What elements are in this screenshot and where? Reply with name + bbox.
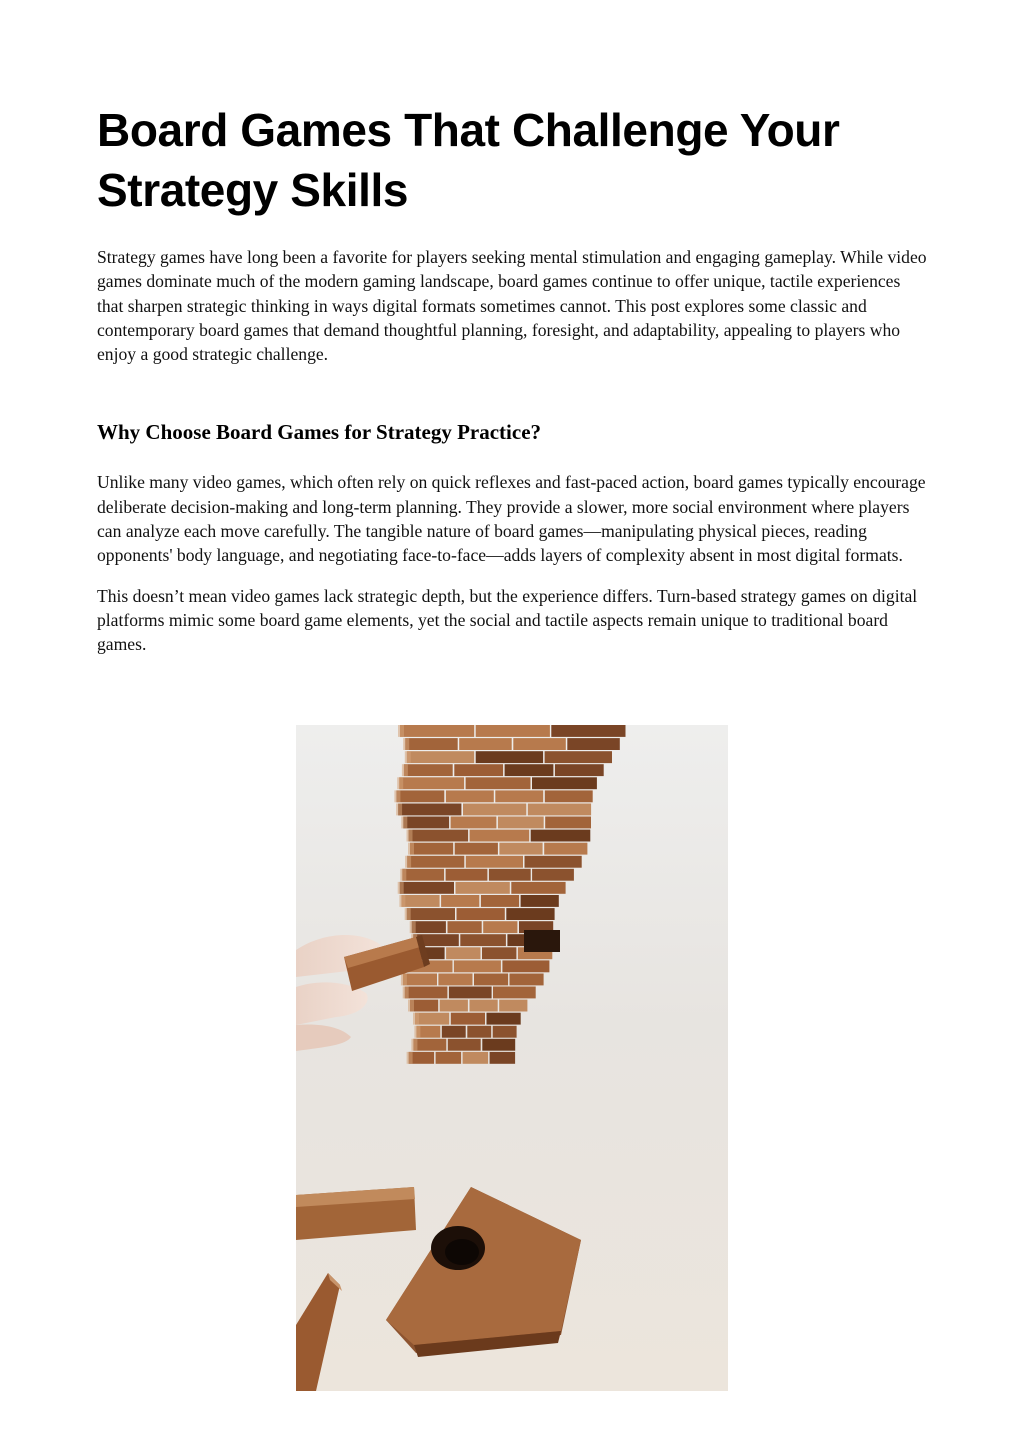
tower-block: [413, 1039, 446, 1051]
tower-block: [441, 895, 479, 907]
tower-block: [463, 804, 526, 816]
tower-block: [442, 1026, 466, 1038]
tower-block: [403, 974, 437, 986]
tower-block: [400, 725, 474, 737]
tower-block: [399, 777, 464, 789]
tower-block: [489, 869, 531, 881]
tower-block: [400, 882, 454, 894]
tower-block: [438, 974, 472, 986]
tower-block: [482, 947, 516, 959]
tower-block: [476, 751, 543, 763]
tower-block: [402, 869, 444, 881]
tower-block: [505, 764, 554, 776]
article: [97, 100, 927, 678]
tower-block: [483, 921, 517, 933]
tower-block: [454, 764, 503, 776]
tower-block: [567, 738, 620, 750]
tower-block: [403, 817, 449, 829]
tower-block: [459, 738, 512, 750]
tower-block: [460, 934, 506, 946]
tower-block: [498, 817, 544, 829]
tower-block: [545, 790, 593, 802]
tower-block: [466, 856, 523, 868]
tower-block: [467, 1026, 491, 1038]
tower-block: [457, 908, 505, 920]
tower-block: [451, 1013, 485, 1025]
tower-block: [528, 804, 591, 816]
block-edge-highlight: [399, 895, 405, 907]
tower-block: [482, 1039, 515, 1051]
tower-block: [495, 790, 543, 802]
tower-block: [532, 777, 597, 789]
tower-block: [407, 751, 474, 763]
wooden-block-tower-photo: [296, 725, 728, 1391]
tower-block: [446, 947, 480, 959]
tower-block: [446, 790, 494, 802]
tower-block: [405, 987, 448, 999]
block-edge-highlight: [405, 751, 411, 763]
tower-block: [481, 895, 519, 907]
tower-block: [521, 895, 559, 907]
tower-block: [405, 738, 458, 750]
article-title: Board Games That Challenge Your Strategy Skills: [97, 104, 840, 216]
tower-block: [545, 751, 612, 763]
block-edge-highlight: [408, 1000, 414, 1012]
block-edge-highlight: [403, 738, 409, 750]
tower-block: [407, 856, 464, 868]
tower-block: [436, 1052, 462, 1064]
block-edge-highlight: [413, 1013, 419, 1025]
tower-block: [456, 882, 510, 894]
tower-block: [470, 830, 530, 842]
tower-block: [454, 960, 501, 972]
section-heading: Why Choose Board Games for Strategy Practice?: [97, 420, 542, 445]
tower-block: [415, 1013, 449, 1025]
tower-block: [525, 856, 582, 868]
tower-block: [510, 974, 544, 986]
tower-block: [493, 987, 536, 999]
tower-block: [410, 1000, 438, 1012]
tower-block: [448, 1039, 481, 1051]
tower-block: [412, 921, 446, 933]
block-edge-highlight: [407, 830, 413, 842]
tower-block: [470, 1000, 498, 1012]
tower-block: [511, 882, 565, 894]
tower-block: [401, 895, 439, 907]
block-edge-highlight: [401, 974, 407, 986]
tower-block: [499, 843, 542, 855]
tower-block: [409, 830, 469, 842]
block-edge-highlight: [398, 725, 404, 737]
tower-block: [532, 869, 574, 881]
tower-block: [449, 987, 492, 999]
block-edge-highlight: [410, 921, 416, 933]
tower-block: [440, 1000, 468, 1012]
tower-block: [499, 1000, 527, 1012]
block-edge-highlight: [396, 804, 402, 816]
tower-block: [410, 843, 453, 855]
tower-block: [493, 1026, 517, 1038]
tower-block: [555, 764, 604, 776]
tower-block: [398, 804, 461, 816]
tower-block: [474, 974, 508, 986]
block-edge-highlight: [401, 817, 407, 829]
tower-block: [448, 921, 482, 933]
tower-block: [513, 738, 566, 750]
tower-block: [451, 817, 497, 829]
block-edge-highlight: [407, 1052, 413, 1064]
tower-block: [531, 830, 591, 842]
block-edge-highlight: [411, 1039, 417, 1051]
tower-block: [407, 908, 455, 920]
block-edge-highlight: [398, 882, 404, 894]
tower-block: [404, 764, 453, 776]
block-edge-highlight: [402, 764, 408, 776]
tower-block: [455, 843, 498, 855]
tower-block: [487, 1013, 521, 1025]
block-edge-highlight: [405, 908, 411, 920]
block-edge-highlight: [408, 843, 414, 855]
tower-block: [446, 869, 488, 881]
body-paragraph-2: This doesn’t mean video games lack strategic depth, but the experience differs. Turn-based strategy games on digital platforms mimic some board game elements, yet the social and tactile aspects remain unique to traditional board games.: [97, 585, 918, 655]
intro-paragraph: Strategy games have long been a favorite for players seeking mental stimulation and engaging gameplay. While video games dominate much of the modern gaming landscape, board games continue to offer unique, tactile experiences that sharpen strategic thinking in ways digital formats sometimes cannot. This post explores some classic and contemporary board games that demand thoughtful planning, foresight, and adaptability, appealing to players who enjoy a good strategic challenge.: [97, 247, 927, 365]
block-edge-highlight: [397, 777, 403, 789]
tower-block: [396, 790, 444, 802]
tower-block: [544, 843, 587, 855]
block-edge-highlight: [400, 869, 406, 881]
block-edge-highlight: [414, 1026, 420, 1038]
block-edge-highlight: [394, 790, 400, 802]
tower-block: [551, 725, 625, 737]
tower-block: [476, 725, 550, 737]
tower-block: [466, 777, 531, 789]
body-paragraph-1: Unlike many video games, which often rely on quick reflexes and fast-paced action, board games typically encourage deliberate decision-making and long-term planning. They provide a slower, more social environment where players can analyze each move carefully. The tangible nature of board games—manipulating physical pieces, reading opponents' body language, and negotiating face-to-face—adds layers of complexity absent in most digital formats.: [97, 472, 926, 566]
tower-block: [463, 1052, 489, 1064]
tower-block: [506, 908, 554, 920]
block-edge-highlight: [403, 987, 409, 999]
removed-block-gap: [524, 930, 560, 952]
tower-block: [545, 817, 591, 829]
tower-block: [490, 1052, 515, 1064]
block-edge-highlight: [405, 856, 411, 868]
tower-block: [502, 960, 549, 972]
